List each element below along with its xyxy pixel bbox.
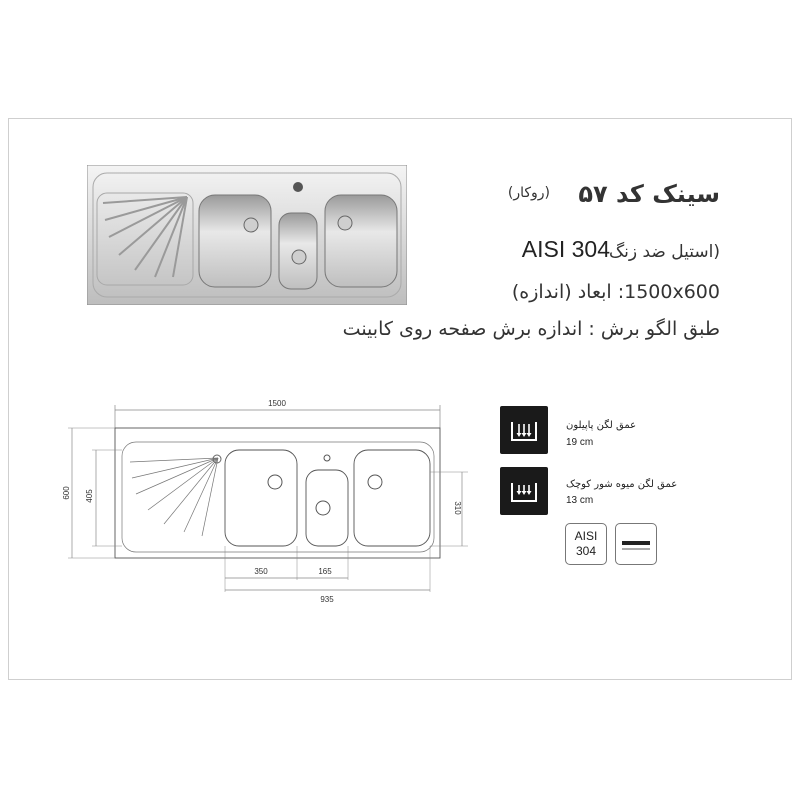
product-title: سینک کد ۵۷ xyxy=(578,180,720,208)
main-bowl-depth-value: 19 cm xyxy=(566,437,594,448)
technical-drawing xyxy=(60,390,480,610)
small-bowl-depth-value: 13 cm xyxy=(566,495,594,506)
aisi-badge-line1: AISI xyxy=(574,529,598,543)
sink-photo xyxy=(87,165,407,305)
dim-inner-height-label: 405 xyxy=(85,489,94,503)
dim-height-label: 600 xyxy=(62,486,71,500)
dim-total-label: 935 xyxy=(320,595,334,604)
material-note: (استیل ضد زنگ xyxy=(608,242,720,262)
surface-finish-icon xyxy=(615,523,657,565)
dimensions-line: 1500x600: ابعاد (اندازه) xyxy=(511,281,720,303)
main-bowl-depth-label: عمق لگن پاپیلون xyxy=(566,420,637,431)
material-code: AISI 304 xyxy=(521,236,610,262)
small-bowl-depth-label: عمق لگن میوه شور کوچک xyxy=(566,479,678,490)
dim-bowl-height-label: 310 xyxy=(453,501,462,515)
aisi-badge xyxy=(565,523,607,565)
small-bowl-depth-icon xyxy=(500,467,548,515)
product-mount-type: (روکار) xyxy=(507,185,550,201)
dim-bowl1-label: 350 xyxy=(254,567,268,576)
cutout-line: طبق الگو برش : اندازه برش صفحه روی کابینت xyxy=(342,318,720,340)
aisi-badge-line2: 304 xyxy=(575,544,597,558)
dim-bowl2-label: 165 xyxy=(318,567,332,576)
bowl-depth-icon xyxy=(500,406,548,454)
dim-width-label: 1500 xyxy=(268,399,286,408)
